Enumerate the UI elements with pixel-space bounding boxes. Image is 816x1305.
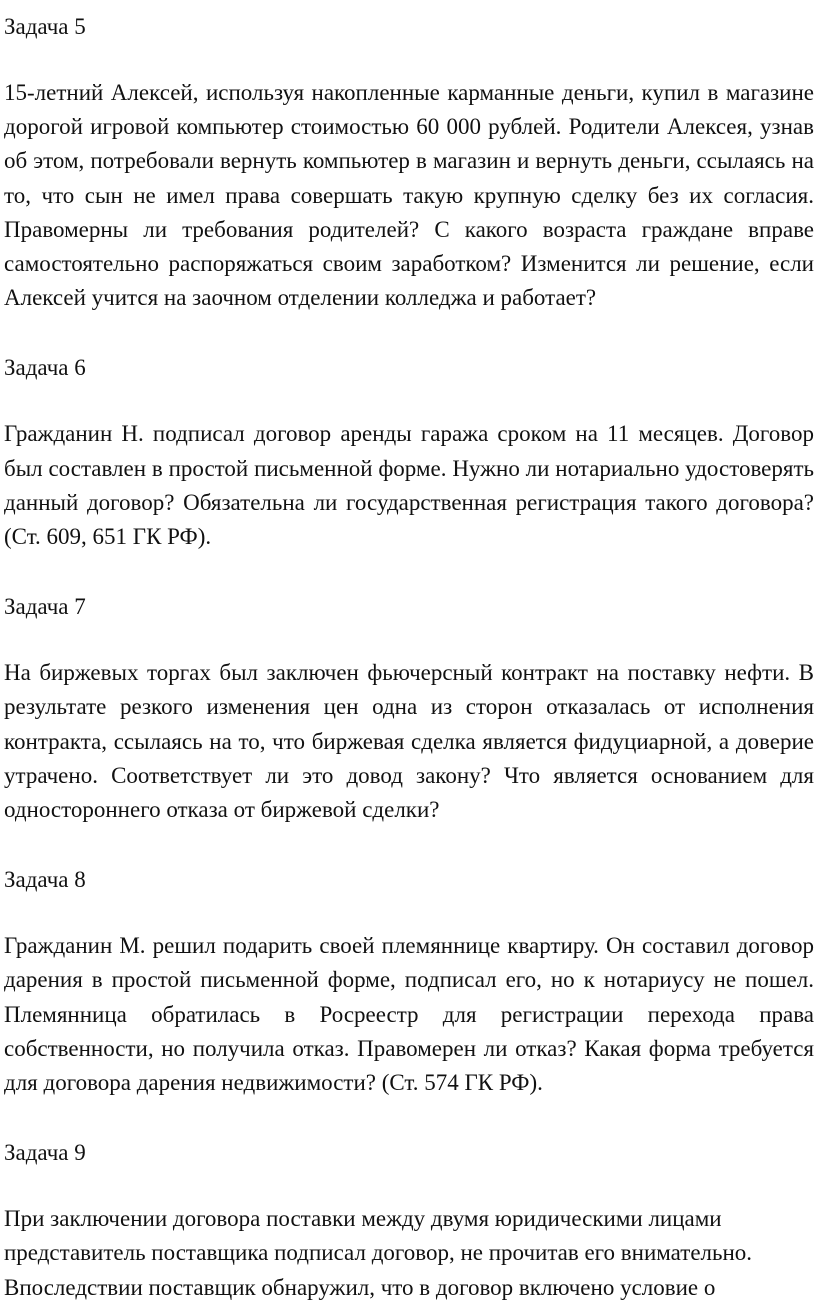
task-8-heading: Задача 8: [4, 867, 86, 893]
task-9-text: При заключении договора поставки между двумя юридическими лицами представитель поставщика подписал договор, не прочитав его внимательно. Впоследствии поставщик обнаружил, что в договор включено условие о: [4, 1206, 753, 1300]
task-8-text: Гражданин М. решил подарить своей племяннице квартиру. Он составил договор дарения в простой письменной форме, подписал его, но к нотариусу не пошел. Племянница обратилась в Росреестр для регистрации перехода права собственности, но получила отказ. Правомерен ли отказ? Какая форма требуется для договора дарения недвижимости? (Ст. 574 ГК РФ).: [4, 933, 814, 1096]
task-7-text: На биржевых торгах был заключен фьючерсный контракт на поставку нефти. В результате резкого изменения цен одна из сторон отказалась от исполнения контракта, ссылаясь на то, что биржевая сделка является фидуциарной, а доверие утрачено. Соответствует ли это довод закону? Что является основанием для одностороннего отказа от биржевой сделки?: [4, 660, 814, 823]
task-5-text: 15-летний Алексей, используя накопленные карманные деньги, купил в магазине дорогой игровой компьютер стоимостью 60 000 рублей. Родители Алексея, узнав об этом, потребовали вернуть компьютер в магазин и вернуть деньги, ссылаясь на то, что сын не имел права совершать такую крупную сделку без их согласия. Правомерны ли требования родителей? С какого возраста граждане вправе самостоятельно распоряжаться своим заработком? Изменится ли решение, если Алексей учится на заочном отделении колледжа и работает?: [4, 80, 814, 311]
task-6-heading: Задача 6: [4, 355, 86, 381]
task-6-text: Гражданин Н. подписал договор аренды гаража сроком на 11 месяцев. Договор был составлен в простой письменной форме. Нужно ли нотариально удостоверять данный договор? Обязательна ли государственная регистрация такого договора? (Ст. 609, 651 ГК РФ).: [4, 421, 814, 550]
task-7-heading: Задача 7: [4, 594, 86, 620]
document-page: [4, 0, 814, 1305]
task-9-heading: Задача 9: [4, 1140, 86, 1166]
task-5-heading: Задача 5: [4, 14, 86, 39]
